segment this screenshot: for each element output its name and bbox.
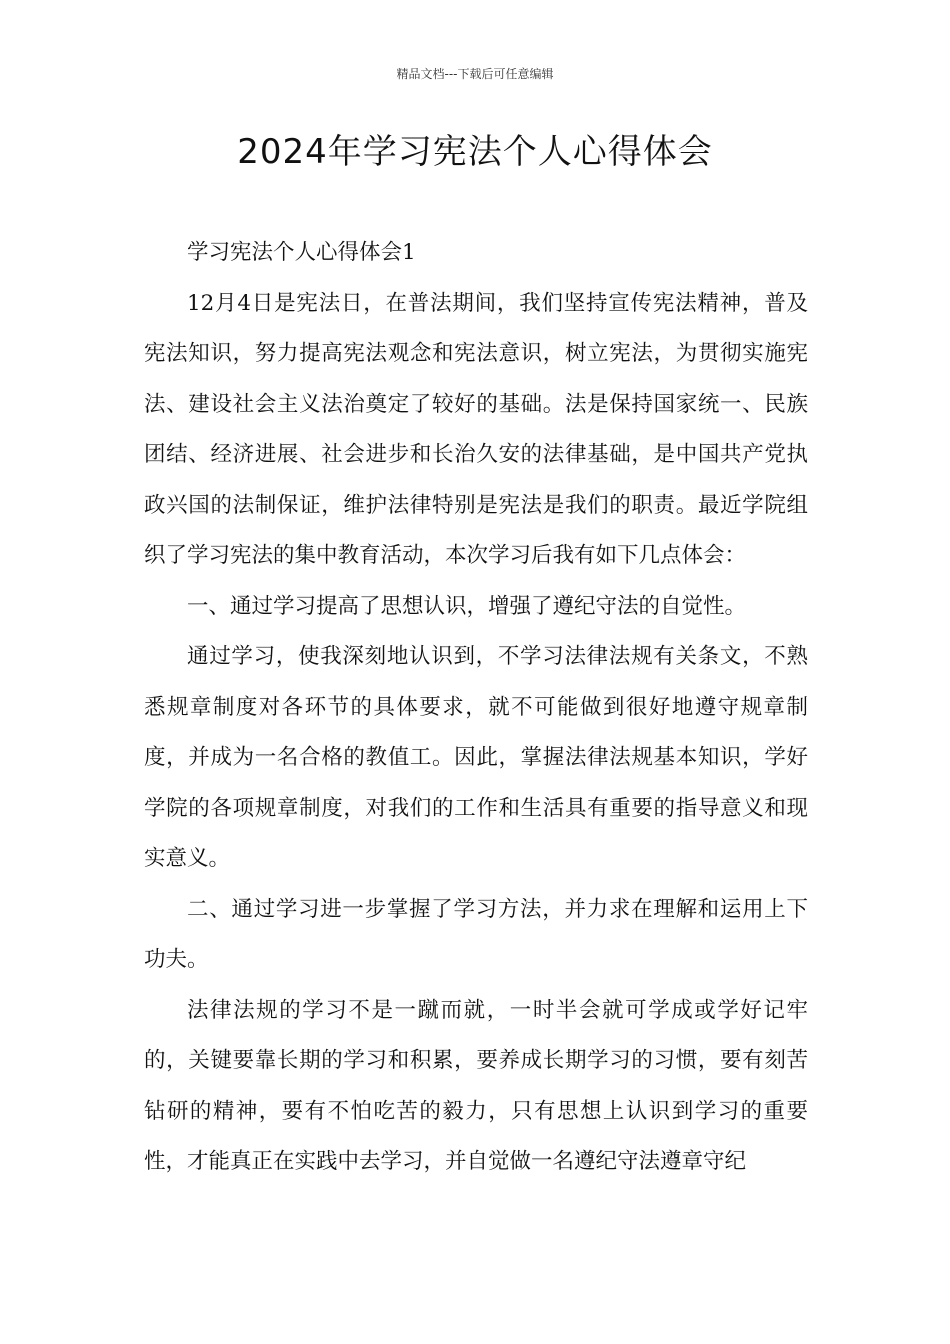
paragraph-point-one-heading: 一、通过学习提高了思想认识，增强了遵纪守法的自觉性。: [187, 593, 747, 619]
paragraph-point-two-heading: 二、通过学习进一步掌握了学习方法，并力求在理解和运用上下功夫。: [144, 896, 808, 972]
paragraph-point-two-body: 法律法规的学习不是一蹴而就，一时半会就可学成或学好记牢的，关键要靠长期的学习和积累，要养成长期学习的习惯，要有刻苦钻研的精神，要有不怕吃苦的毅力，只有思想上认识到学习的重要性，才能真正在实践中去学习，并自觉做一名遵纪守法遵章守纪: [144, 997, 808, 1174]
paragraph-subtitle: 学习宪法个人心得体会1: [187, 240, 416, 265]
paragraph-intro: 12月4日是宪法日，在普法期间，我们坚持宣传宪法精神，普及宪法知识，努力提高宪法观念和宪法意识，树立宪法，为贯彻实施宪法、建设社会主义法治奠定了较好的基础。法是保持国家统一、民族团结、经济进展、社会进步和长治久安的法律基础，是中国共产党执政兴国的法制保证，维护法律特别是宪法是我们的职责。最近学院组织了学习宪法的集中教育活动，本次学习后我有如下几点体会：: [144, 290, 808, 568]
header-note: 精品文档---下载后可任意编辑: [396, 67, 554, 81]
document-title: 2024年学习宪法个人心得体会: [237, 132, 713, 172]
paragraph-point-one-body: 通过学习，使我深刻地认识到，不学习法律法规有关条文，不熟悉规章制度对各环节的具体要求，就不可能做到很好地遵守规章制度，并成为一名合格的教值工。因此，掌握法律法规基本知识，学好学院的各项规章制度，对我们的工作和生活具有重要的指导意义和现实意义。: [144, 644, 808, 871]
document-body: [144, 228, 808, 1188]
